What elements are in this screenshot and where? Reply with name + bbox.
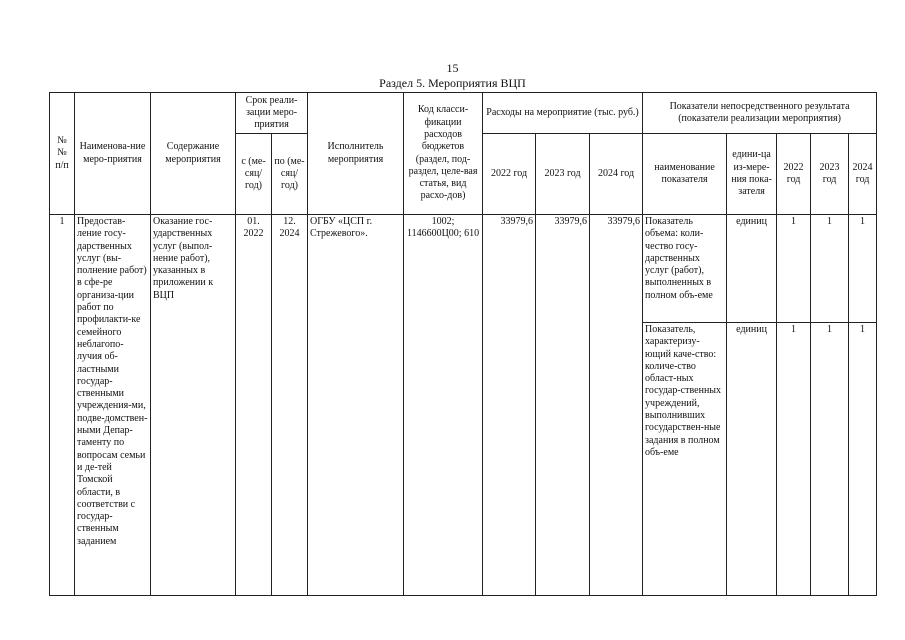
row-term-from: 01. 2022 (236, 215, 272, 596)
indicator-1-2024: 1 (849, 215, 877, 323)
indicator-1-unit: единиц (727, 215, 777, 323)
row-executor: ОГБУ «ЦСП г. Стрежевого». (308, 215, 404, 596)
section-title: Раздел 5. Мероприятия ВЦП (379, 76, 526, 90)
row-exp-2023: 33979,6 (536, 215, 590, 596)
header-budget-code: Код класси-фикации расходов бюджетов (раздел, под-раздел, целе-вая статья, вид расхо-дов) (404, 93, 483, 215)
indicator-2-name: Показатель, характеризу-ющий каче-ство: количе-ство област-ных государ-ственных учреждений, выполнивших государствен-ные задания в полном объ-еме (643, 323, 727, 596)
measures-table (49, 92, 877, 596)
header-exp-2023: 2023 год (536, 134, 590, 215)
header-indicator-2023: 2023 год (811, 134, 849, 215)
header-term: Срок реали-зации меро-приятия (236, 93, 308, 134)
row-num: 1 (50, 215, 75, 596)
row-exp-2024: 33979,6 (590, 215, 643, 596)
header-exp-2022: 2022 год (483, 134, 536, 215)
indicator-1-2022: 1 (777, 215, 811, 323)
indicator-1-name: Показатель объема: коли-чество госу-дарственных услуг (работ), выполненных в полном объ-еме (643, 215, 727, 323)
header-indicator-2022: 2022 год (777, 134, 811, 215)
header-content: Содержание мероприятия (151, 93, 236, 215)
row-content: Оказание гос-ударственных услуг (выпол-нение работ), указанных в приложении к ВЦП (151, 215, 236, 596)
header-row-1 (50, 93, 877, 134)
row-term-to: 12. 2024 (272, 215, 308, 596)
table-row (50, 215, 877, 323)
row-exp-2022: 33979,6 (483, 215, 536, 596)
header-executor: Исполнитель мероприятия (308, 93, 404, 215)
header-indicator-name: наименование показателя (643, 134, 727, 215)
indicator-1-2023: 1 (811, 215, 849, 323)
header-indicator-unit: едини-ца из-мере-ния пока-зателя (727, 134, 777, 215)
indicator-2-2023: 1 (811, 323, 849, 596)
header-indicator-2024: 2024 год (849, 134, 877, 215)
indicator-2-2022: 1 (777, 323, 811, 596)
indicator-2-unit: единиц (727, 323, 777, 596)
header-indicators: Показатели непосредственного результата (показатели реализации мероприятия) (643, 93, 877, 134)
page-number: 15 (446, 61, 459, 75)
header-expenses: Расходы на мероприятие (тыс. руб.) (483, 93, 643, 134)
header-exp-2024: 2024 год (590, 134, 643, 215)
header-term-to: по (ме-сяц/ год) (272, 134, 308, 215)
header-name: Наименова-ние меро-приятия (75, 93, 151, 215)
header-term-from: с (ме-сяц/ год) (236, 134, 272, 215)
indicator-2-2024: 1 (849, 323, 877, 596)
row-name: Предостав-ление госу-дарственных услуг (вы-полнение работ) в сфе-ре организа-ции работ по профилакти-ке семейного неблагопо-лучия об-ластными государ-ственными учреждения-ми, подве-домствен-ными Депар-таменту по вопросам семьи и де-тей Томской области, в соответстви с государ-ственным заданием (75, 215, 151, 596)
header-num: № № п/п (50, 93, 75, 215)
row-budget-code: 1002; 1146600Ц00; 610 (404, 215, 483, 596)
